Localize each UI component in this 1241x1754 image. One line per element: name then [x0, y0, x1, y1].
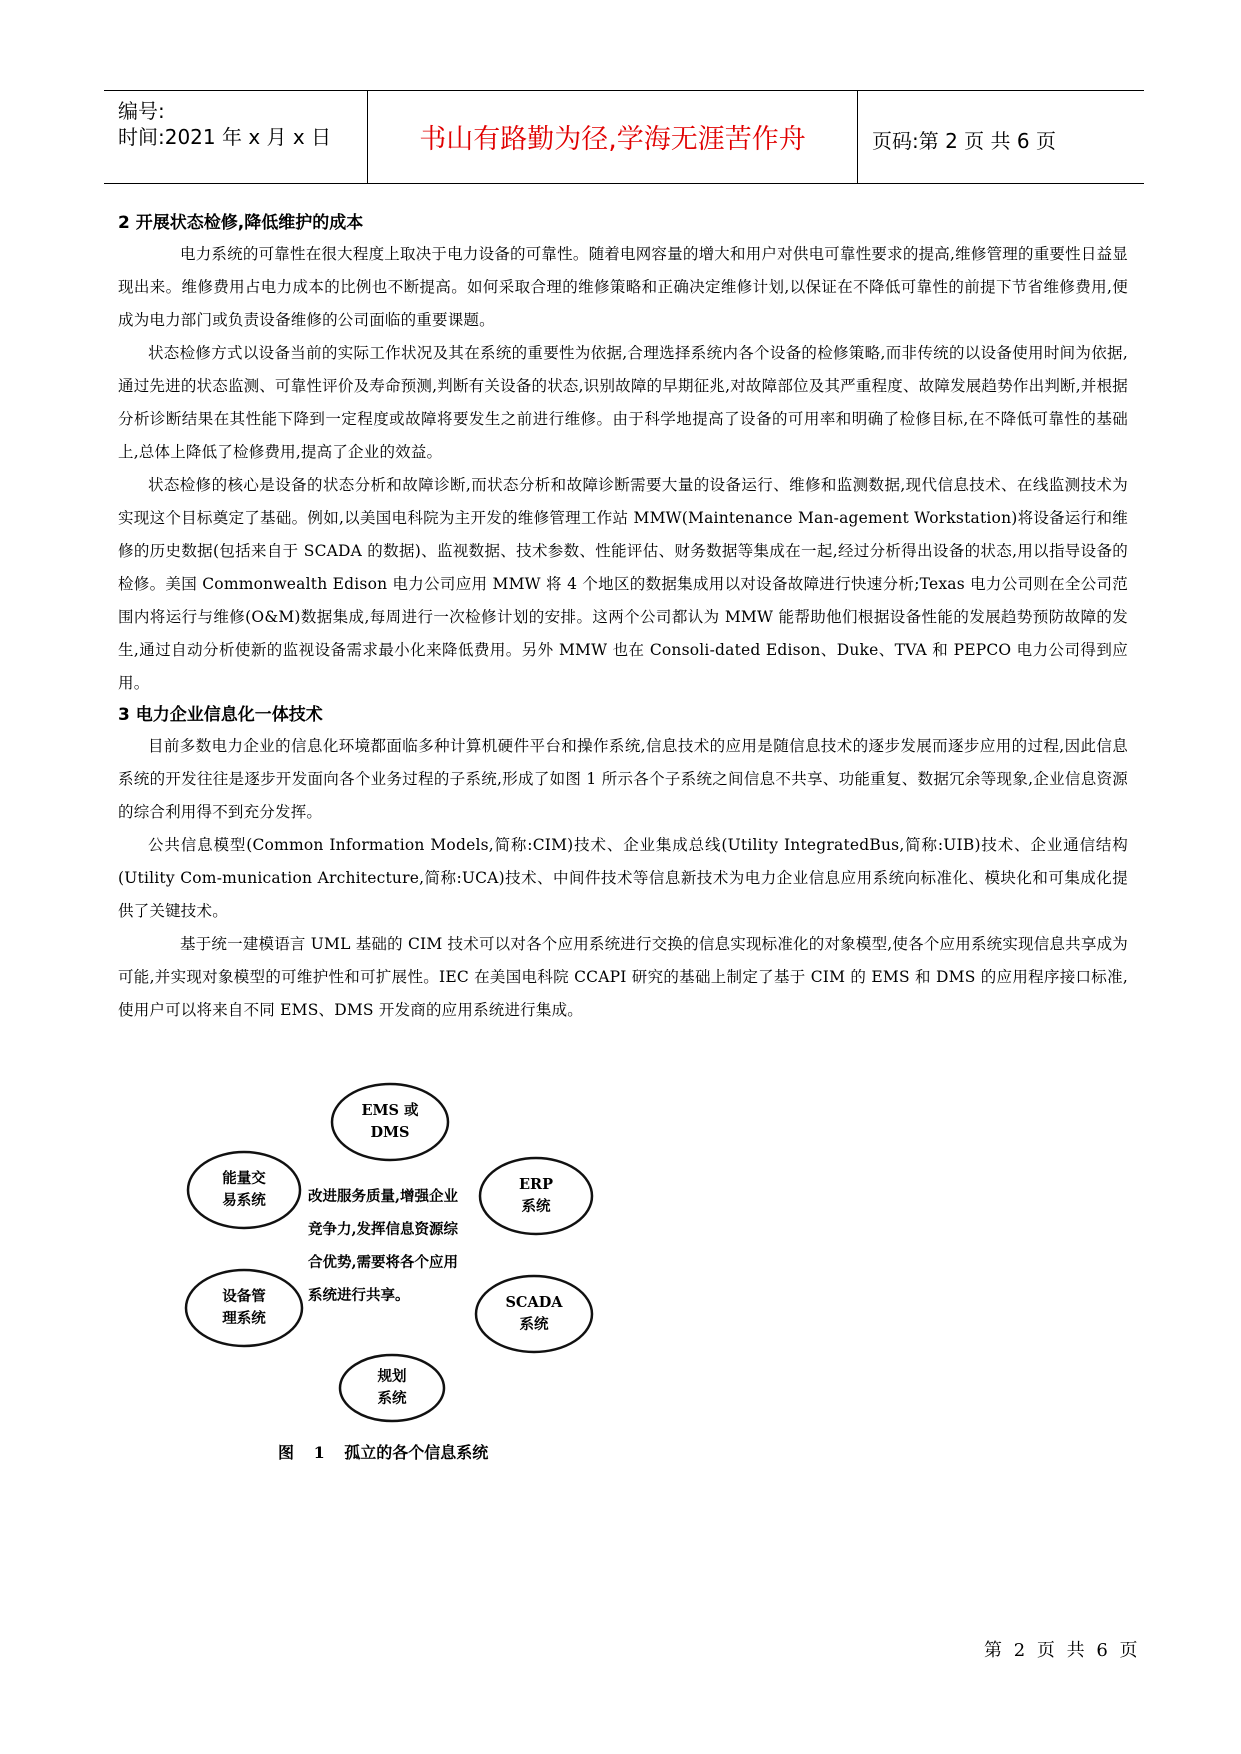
page-header — [104, 90, 1144, 184]
erp-label-line2: 系统 — [521, 1198, 551, 1215]
document-body — [118, 208, 1128, 1027]
section-2-paragraph-3: 状态检修的核心是设备的状态分析和故障诊断,而状态分析和故障诊断需要大量的设备运行、维修和监测数据,现代信息技术、在线监测技术为实现这个目标奠定了基础。例如,以美国电科院为主开发的维修管理工作站 MMW(Maintenance Man-agement Workstation)将设备运行和维修的历史数据(包括来自于 SCADA 的数据)、监视数据、技术参数、性能评估、财务数据等集成在一起,经过分析得出设备的状态,用以指导设备的检修。美国 Commonwealth Edison 电力公司应用 MMW 将 4 个地区的数据集成用以对设备故障进行快速分析;Texas 电力公司则在全公司范围内将运行与维修(O&M)数据集成,每周进行一次检修计划的安排。这两个公司都认为 MMW 能帮助他们根据设备性能的发展趋势预防故障的发生,通过自动分析使新的监视设备需求最小化来降低费用。另外 MMW 也在 Consoli-dated Edison、Duke、TVA 和 PEPCO 电力公司得到应用。 — [118, 476, 1128, 692]
header-left-cell — [104, 91, 368, 183]
section-3-paragraph-2: 公共信息模型(Common Information Models,简称:CIM)技术、企业集成总线(Utility IntegratedBus,简称:UIB)技术、企业通信结构(Utility Com-munication Architecture,简称:UCA)技术、中间件技术等信息新技术为电力企业信息应用系统向标准化、模块化和可集成化提供了关键技术。 — [118, 836, 1128, 920]
figure-center-text: 改进服务质量,增强企业竞争力,发挥信息资源综合优势,需要将各个应用系统进行共享。 — [308, 1188, 459, 1304]
header-page-number: 页码:第 2 页 共 6 页 — [872, 129, 1056, 153]
scada-label-line2: 系统 — [519, 1316, 549, 1333]
scada-node-label — [505, 1292, 562, 1336]
header-center-cell — [368, 91, 858, 183]
section-2-paragraph-1: 电力系统的可靠性在很大程度上取决于电力设备的可靠性。随着电网容量的增大和用户对供电可靠性要求的提高,维修管理的重要性日益显现出来。维修费用占电力成本的比例也不断提高。如何采取合理的维修策略和正确决定维修计划,以保证在不降低可靠性的前提下节省维修费用,便成为电力部门或负责设备维修的公司面临的重要课题。 — [118, 245, 1128, 329]
planning-node-label — [378, 1366, 407, 1410]
section-2-heading: 2 开展状态检修,降低维护的成本 — [118, 213, 364, 233]
section-3-paragraph-3: 基于统一建模语言 UML 基础的 CIM 技术可以对各个应用系统进行交换的信息实现标准化的对象模型,使各个应用系统实现信息共享成为可能,并实现对象模型的可维护性和可扩展性。IEC 在美国电科院 CCAPI 研究的基础上制定了基于 CIM 的 EMS 和 DMS 的应用程序接口标准,使用户可以将来自不同 EMS、DMS 开发商的应用系统进行集成。 — [118, 935, 1128, 1019]
planning-label-line2: 系统 — [377, 1390, 407, 1407]
figure-caption: 图 1 孤立的各个信息系统 — [278, 1443, 489, 1462]
planning-label-line1: 规划 — [377, 1368, 407, 1385]
section-2-paragraph-2: 状态检修方式以设备当前的实际工作状况及其在系统的重要性为依据,合理选择系统内各个设备的检修策略,而非传统的以设备使用时间为依据,通过先进的状态监测、可靠性评价及寿命预测,判断有关设备的状态,识别故障的早期征兆,对故障部位及其严重程度、故障发展趋势作出判断,并根据分析诊断结果在其性能下降到一定程度或故障将要发生之前进行维修。由于科学地提高了设备的可用率和明确了检修目标,在不降低可靠性的基础上,总体上降低了检修费用,提高了企业的效益。 — [118, 344, 1128, 461]
section-3-paragraph-1: 目前多数电力企业的信息化环境都面临多种计算机硬件平台和操作系统,信息技术的应用是随信息技术的逐步发展而逐步应用的过程,因此信息系统的开发往往是逐步开发面向各个业务过程的子系统,形成了如图 1 所示各个子系统之间信息不共享、功能重复、数据冗余等现象,企业信息资源的综合利用得不到充分发挥。 — [118, 737, 1128, 821]
ems-label-line1: EMS 或 — [361, 1102, 419, 1119]
header-right-cell — [858, 91, 1144, 183]
document-number-label: 编号: — [118, 99, 165, 123]
energy-node-label — [222, 1168, 266, 1212]
page-footer: 第 2 页 共 6 页 — [984, 1640, 1138, 1661]
equipment-label-line2: 理系统 — [222, 1310, 266, 1327]
energy-label-line2: 易系统 — [222, 1192, 266, 1209]
header-motto: 书山有路勤为径,学海无涯苦作舟 — [419, 124, 806, 155]
figure-isolated-systems — [150, 1080, 650, 1480]
scada-label-line1: SCADA — [505, 1294, 563, 1311]
equipment-label-line1: 设备管 — [222, 1288, 266, 1305]
erp-node-label — [519, 1174, 553, 1218]
equipment-node-label — [222, 1286, 266, 1330]
ems-node-label — [361, 1100, 418, 1144]
section-3-heading: 3 电力企业信息化一体技术 — [118, 705, 323, 725]
energy-label-line1: 能量交 — [222, 1170, 266, 1187]
erp-label-line1: ERP — [518, 1176, 554, 1193]
document-time-label: 时间:2021 年 x 月 x 日 — [118, 125, 332, 149]
ems-label-line2: DMS — [370, 1124, 410, 1141]
